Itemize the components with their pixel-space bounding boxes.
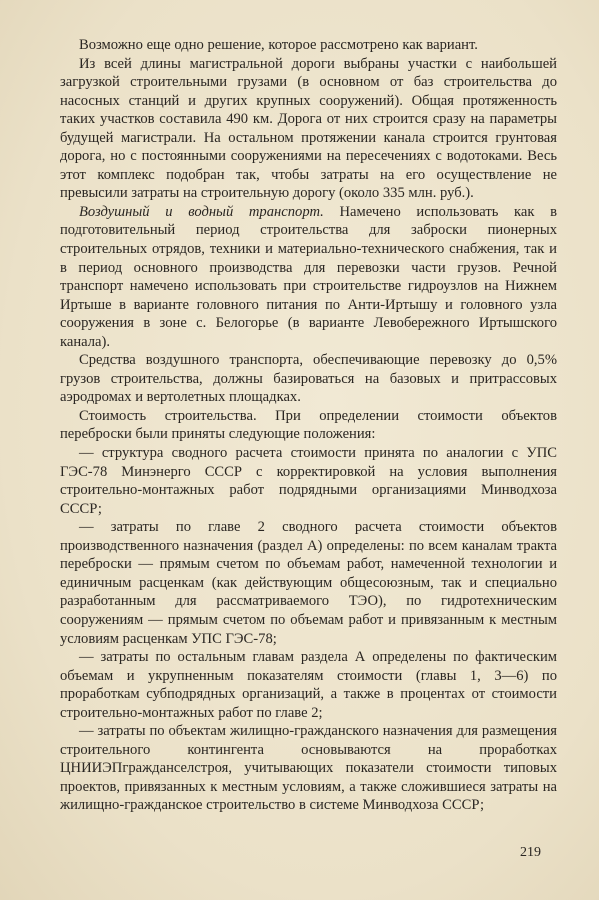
list-item-cost-structure: — структура сводного расчета стоимости принята по аналогии с УПС ГЭС-78 Минэнерго СССР с корректировкой на условия выполнения строительно-монтажных работ подрядными организациями Минводхоза СССР; — [60, 445, 557, 517]
paragraph-alternative: Возможно еще одно решение, которое рассмотрено как вариант. — [78, 37, 478, 53]
page-number: 219 — [520, 845, 541, 860]
paragraph-air-water-transport — [60, 203, 557, 351]
paragraph-air-water-transport-body: Намечено использовать как в подготовительный период строительства для заброски пионерных строительных отрядов, техники и материально-технического снабжения, так и в период основного производства для перевозки части грузов. Речной транспорт намечено использовать при строительстве гидроузлов на Нижнем Иртыше в варианте головного питания по Анти-Иртышу и головного узла сооружения в зоне с. Белогорье (в варианте Левобережного Иртышского канала). — [60, 203, 557, 350]
list-item-other-chapters-costs: — затраты по остальным главам раздела А определены по фактическим объемам и укрупненным показателям стоимости (главы 1, 3—6) по проработкам субподрядных организаций, а также в процентах от стоимости строительно-монтажных работ по главе 2; — [60, 649, 557, 721]
list-item-chapter-2-costs: — затраты по главе 2 сводного расчета стоимости объектов производственного назначения (раздел А) определены: по всем каналам тракта переброски — прямым счетом по объемам работ, намеченной технологии и единичным расценкам (как действующим общесоюзным, так и специально разработанным для рассматриваемого ТЭО), по гидротехническим сооружениям — прямым счетом по объемам работ и привязанным к местным условиям расценкам УПС ГЭС-78; — [60, 519, 557, 647]
body-text — [60, 36, 557, 815]
list-item-housing-costs: — затраты по объектам жилищно-гражданского назначения для размещения строительного контингента основываются на проработках ЦНИИЭПгражданселстроя, учитывающих показатели стоимости типовых проектов, привязанных к местным условиям, а также сложившиеся затраты на жилищно-гражданское строительство в системе Минводхоза СССР; — [60, 723, 557, 814]
paragraph-air-transport-means: Средства воздушного транспорта, обеспечивающие перевозку до 0,5% грузов строительства, должны базироваться на базовых и притрассовых аэродромах и вертолетных площадках. — [60, 352, 557, 406]
paragraph-construction-cost: Стоимость строительства. При определении стоимости объектов переброски были приняты следующие положения: — [60, 407, 557, 443]
section-heading-air-water-transport: Воздушный и водный транспорт. — [78, 203, 324, 220]
paragraph-road-sections: Из всей длины магистральной дороги выбраны участки с наибольшей загрузкой строительными грузами (в основном от баз строительства до насосных станций и других крупных сооружений). Общая протяженность таких участков составила 490 км. Дорога от них строится сразу на параметры будущей магистрали. На остальном протяжении канала строится грунтовая дорога, но с постоянными сооружениями на пересечениях с водотоками. Весь этот комплекс подобран так, чтобы затраты на его осуществление не превысили затраты на строительную дорогу (около 335 млн. руб.). — [60, 55, 557, 202]
